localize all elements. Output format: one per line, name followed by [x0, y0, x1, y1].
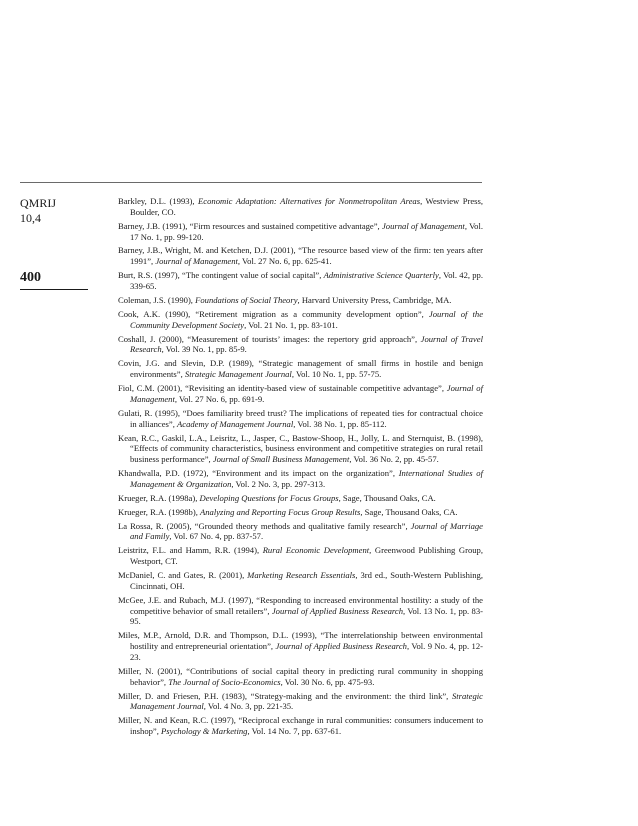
reference-text: Kean, R.C., Gaskil, L.A., Leisritz, L., Jasper, C., Bastow-Shoop, H., Jolly, L. and Sternquist, B. (1998), “Effects of community characteristics, business environment and competitive strategies on rural retail business performance”, [118, 432, 483, 465]
reference-source-title: Journal of the Community Development Society [130, 308, 484, 330]
reference-text: Gulati, R. (1995), “Does familiarity breed trust? The implications of repeated ties for contractual choice in alliances”, [118, 407, 483, 429]
reference-entry [118, 493, 483, 504]
reference-text: , Sage, Thousand Oaks, CA. [338, 492, 436, 503]
reference-text: , Westview Press, Boulder, CO. [130, 196, 483, 217]
reference-text: , Vol. 30 No. 6, pp. 475-93. [280, 676, 375, 687]
reference-text: Leistritz, F.L. and Hamm, R.R. (1994), [118, 545, 263, 556]
reference-entry [118, 570, 483, 592]
reference-text: Cook, A.K. (1990), “Retirement migration as a community development option”, [118, 308, 429, 319]
reference-text: , Vol. 42, pp. 339-65. [130, 270, 484, 291]
reference-source-title: International Studies of Management & Organization [130, 468, 483, 489]
reference-entry [118, 691, 483, 713]
journal-running-head [20, 196, 56, 226]
reference-text: Khandwalla, P.D. (1972), “Environment and its impact on the organization”, [118, 468, 399, 479]
reference-entry [118, 468, 483, 490]
reference-text: Coshall, J. (2000), “Measurement of tourists’ images: the repertory grid approach”, [118, 333, 421, 344]
reference-text: , Vol. 14 No. 7, pp. 637-61. [247, 726, 342, 737]
reference-text: , Vol. 36 No. 2, pp. 45-57. [349, 454, 439, 465]
reference-source-title: Journal of Management [381, 220, 465, 231]
reference-source-title: The Journal of Socio-Economics [168, 676, 281, 687]
reference-entry [118, 221, 483, 243]
reference-text: Barney, J.B. (1991), “Firm resources and sustained competitive advantage”, [118, 220, 382, 231]
reference-text: , Sage, Thousand Oaks, CA. [360, 506, 458, 517]
reference-text: Barkley, D.L. (1993), [118, 196, 199, 206]
journal-volume: 10,4 [20, 211, 41, 225]
reference-text: McGee, J.E. and Rubach, M.J. (1997), “Responding to increased environmental hostility: a study of the competitive behavior of small retailers”, [118, 594, 483, 616]
reference-source-title: Psychology & Marketing [161, 726, 248, 737]
reference-text: , Vol. 27 No. 6, pp. 625-41. [237, 256, 332, 267]
reference-entry [118, 408, 483, 430]
header-rule [20, 182, 482, 183]
reference-entry [118, 630, 483, 662]
reference-entry [118, 545, 483, 567]
reference-text: Covin, J.G. and Slevin, D.P. (1989), “Strategic management of small firms in hostile and benign environments”, [118, 358, 483, 380]
reference-text: , Vol. 4 No. 3, pp. 221-35. [203, 701, 294, 712]
reference-entry [118, 521, 483, 543]
reference-text: , Vol. 39 No. 1, pp. 85-9. [161, 344, 247, 355]
reference-list [118, 196, 483, 740]
reference-text: , Vol. 13 No. 1, pp. 83-95. [130, 605, 484, 627]
reference-source-title: Journal of Applied Business Research [275, 641, 407, 652]
page-number: 400 [20, 270, 41, 285]
reference-source-title: Foundations of Social Theory [195, 294, 298, 305]
reference-entry [118, 715, 483, 737]
reference-source-title: Journal of Marriage and Family [130, 520, 483, 542]
reference-entry [118, 196, 483, 218]
reference-source-title: Journal of Management [130, 383, 483, 404]
reference-entry [118, 309, 483, 331]
reference-text: Miller, N. (2001), “Contributions of social capital theory in predicting rural community in shopping behavior”, [118, 665, 483, 687]
reference-text: Miller, D. and Friesen, P.H. (1983), “Strategy-making and the environment: the third link”, [118, 690, 452, 701]
reference-entry [118, 295, 483, 306]
reference-text: , Vol. 17 No. 1, pp. 99-120. [130, 220, 484, 242]
reference-text: Coleman, J.S. (1990), [118, 294, 196, 305]
reference-entry [118, 666, 483, 688]
reference-source-title: Rural Economic Development [262, 545, 370, 556]
reference-text: , Vol. 38 No. 1, pp. 85-112. [293, 418, 387, 429]
reference-source-title: Strategic Management Journal [184, 369, 292, 380]
reference-text: , 3rd ed., South-Western Publishing, Cincinnati, OH. [130, 570, 483, 591]
reference-source-title: Marketing Research Essentials [247, 570, 356, 581]
reference-source-title: Administrative Science Quarterly [323, 270, 439, 281]
reference-text: Krueger, R.A. (1998a), [118, 492, 200, 503]
page-number-rule [20, 289, 88, 290]
reference-source-title: Analyzing and Reporting Focus Group Results [200, 506, 361, 517]
reference-source-title: Journal of Travel Research [130, 333, 483, 355]
reference-source-title: Journal of Management [155, 256, 238, 267]
reference-text: Burt, R.S. (1997), “The contingent value of social capital”, [118, 270, 324, 281]
reference-entry [118, 507, 483, 518]
reference-text: , Vol. 2 No. 3, pp. 297-313. [231, 478, 326, 489]
reference-source-title: Journal of Applied Business Research [271, 605, 404, 616]
reference-text: Miles, M.P., Arnold, D.R. and Thompson, D.L. (1993), “The interrelationship between environmental hostility and entrepreneurial orientation”, [118, 630, 483, 652]
reference-text: , Vol. 9 No. 4, pp. 12-23. [130, 641, 484, 663]
reference-entry [118, 358, 483, 380]
reference-entry [118, 383, 483, 405]
reference-text: Krueger, R.A. (1998b), [118, 506, 200, 517]
reference-text: Barney, J.B., Wright, M. and Ketchen, D.J. (2001), “The resource based view of the firm: ten years after 1991”, [118, 245, 483, 267]
reference-source-title: Economic Adaptation: Alternatives for Nonmetropolitan Areas [198, 196, 421, 206]
reference-source-title: Journal of Small Business Management [212, 454, 350, 465]
reference-text: , Vol. 10 No. 1, pp. 57-75. [291, 369, 382, 380]
reference-text: Fiol, C.M. (2001), “Revisiting an identity-based view of sustainable competitive advantage”, [118, 383, 447, 394]
reference-text: , Harvard University Press, Cambridge, MA. [297, 294, 452, 305]
reference-text: McDaniel, C. and Gates, R. (2001), [118, 570, 248, 581]
reference-entry [118, 334, 483, 356]
reference-text: La Rossa, R. (2005), “Grounded theory methods and qualitative family research”, [118, 520, 411, 531]
reference-entry [118, 270, 483, 292]
reference-source-title: Strategic Management Journal [130, 690, 483, 712]
reference-entry [118, 245, 483, 267]
reference-text: , Vol. 67 No. 4, pp. 837-57. [169, 531, 264, 542]
journal-name: QMRIJ [20, 196, 57, 210]
reference-text: , Vol. 27 No. 6, pp. 691-9. [174, 393, 265, 404]
reference-entry [118, 595, 483, 627]
reference-source-title: Developing Questions for Focus Groups [199, 492, 339, 503]
reference-text: , Greenwood Publishing Group, Westport, CT. [130, 545, 484, 567]
reference-text: , Vol. 21 No. 1, pp. 83-101. [244, 319, 338, 330]
reference-source-title: Academy of Management Journal [177, 418, 294, 429]
reference-entry [118, 433, 483, 465]
reference-text: Miller, N. and Kean, R.C. (1997), “Reciprocal exchange in rural communities: consumers inducement to inshop”, [118, 715, 483, 737]
